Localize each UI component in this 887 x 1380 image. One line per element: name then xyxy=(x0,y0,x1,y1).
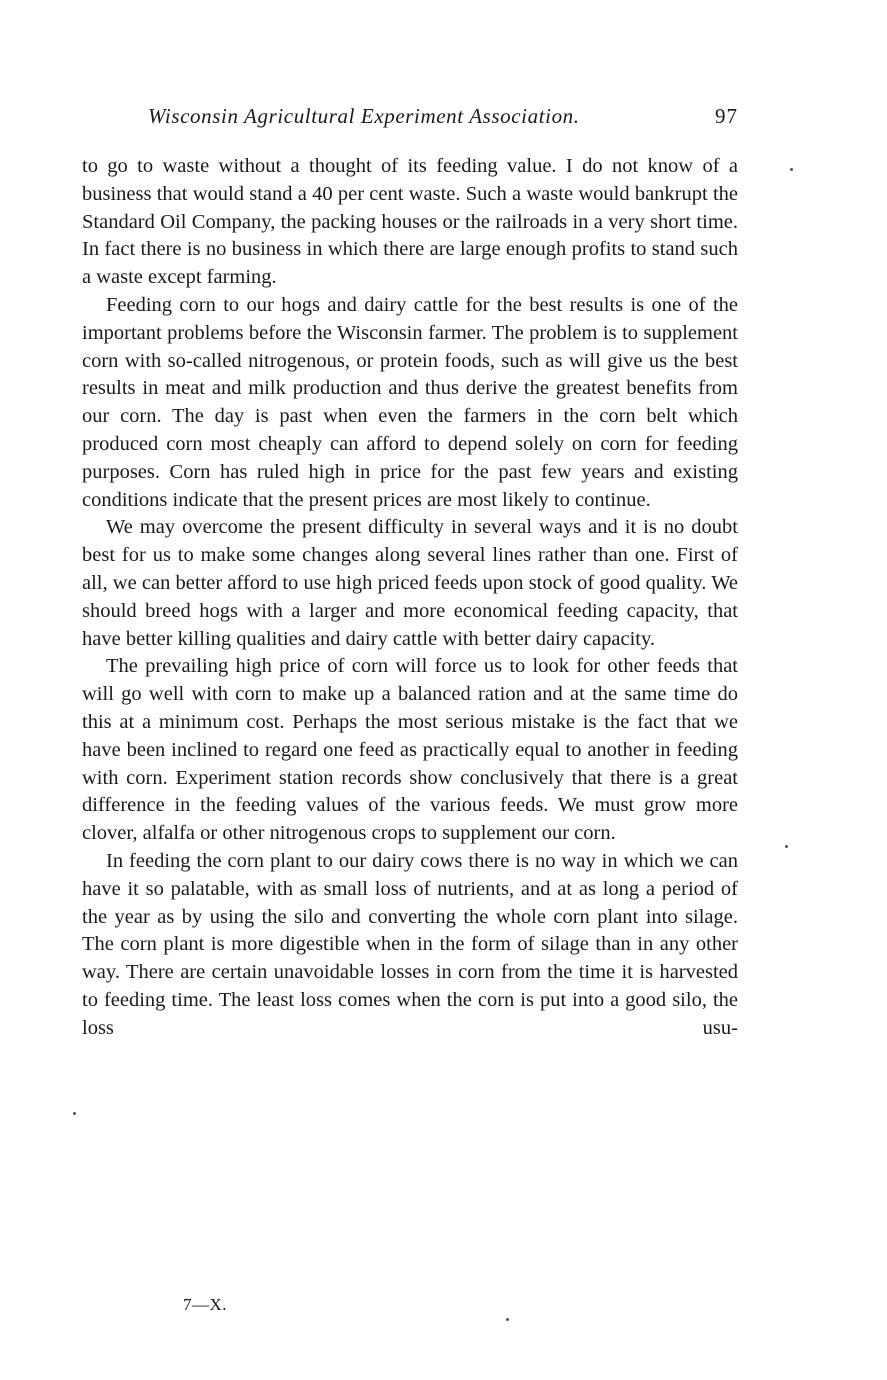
print-speck xyxy=(790,168,793,171)
running-title: Wisconsin Agricultural Experiment Association. xyxy=(148,104,580,128)
paragraph: The prevailing high price of corn will force us to look for other feeds that will go well with corn to make up a balanced ration and at the same time do this at a minimum cost. Perhaps the most serious mistake is the fact that we have been inclined to regard one feed as practically equal to another in feeding with corn. Experiment station records show conclusively that there is a great difference in the feeding values of the various feeds. We must grow more clover, alfalfa or other nitrogenous crops to supplement our corn. xyxy=(82,655,738,845)
page-number: 97 xyxy=(715,104,738,128)
running-header xyxy=(148,101,738,131)
paragraph: Feeding corn to our hogs and dairy cattle for the best results is one of the important problems before the Wisconsin farmer. The problem is to supplement corn with so-called nitrogenous, or protein foods, such as will give us the best results in meat and milk production and thus derive the greatest benefits from our corn. The day is past when even the farmers in the corn belt which produced corn most cheaply can afford to depend solely on corn for feeding purposes. Corn has ruled high in price for the past few years and existing conditions indicate that the present prices are most likely to continue. xyxy=(82,293,738,511)
body-text xyxy=(82,153,738,1043)
paragraph: We may overcome the present difficulty in several ways and it is no doubt best for us to make some changes along several lines rather than one. First of all, we can better afford to use high priced feeds upon stock of good quality. We should breed hogs with a larger and more economical feeding capacity, that have better killing qualities and dairy cattle with better dairy capacity. xyxy=(82,516,738,650)
signature-mark: 7—X. xyxy=(183,1295,228,1314)
paragraph: In feeding the corn plant to our dairy cows there is no way in which we can have it so palatable, with as small loss of nutrients, and at as long a period of the year as by using the silo and converting the whole corn plant into silage. The corn plant is more digestible when in the form of silage than in any other way. There are certain unavoidable losses in corn from the time it is harvested to feeding time. The least loss comes when the corn is put into a good silo, the loss usu- xyxy=(82,849,738,1039)
print-speck xyxy=(506,1318,509,1321)
print-speck xyxy=(73,1112,76,1115)
print-speck xyxy=(785,845,788,848)
paragraph: to go to waste without a thought of its feeding value. I do not know of a business that would stand a 40 per cent waste. Such a waste would bankrupt the Standard Oil Company, the packing houses or the railroads in a very short time. In fact there is no business in which there are large enough profits to stand such a waste except farming. xyxy=(82,155,738,289)
